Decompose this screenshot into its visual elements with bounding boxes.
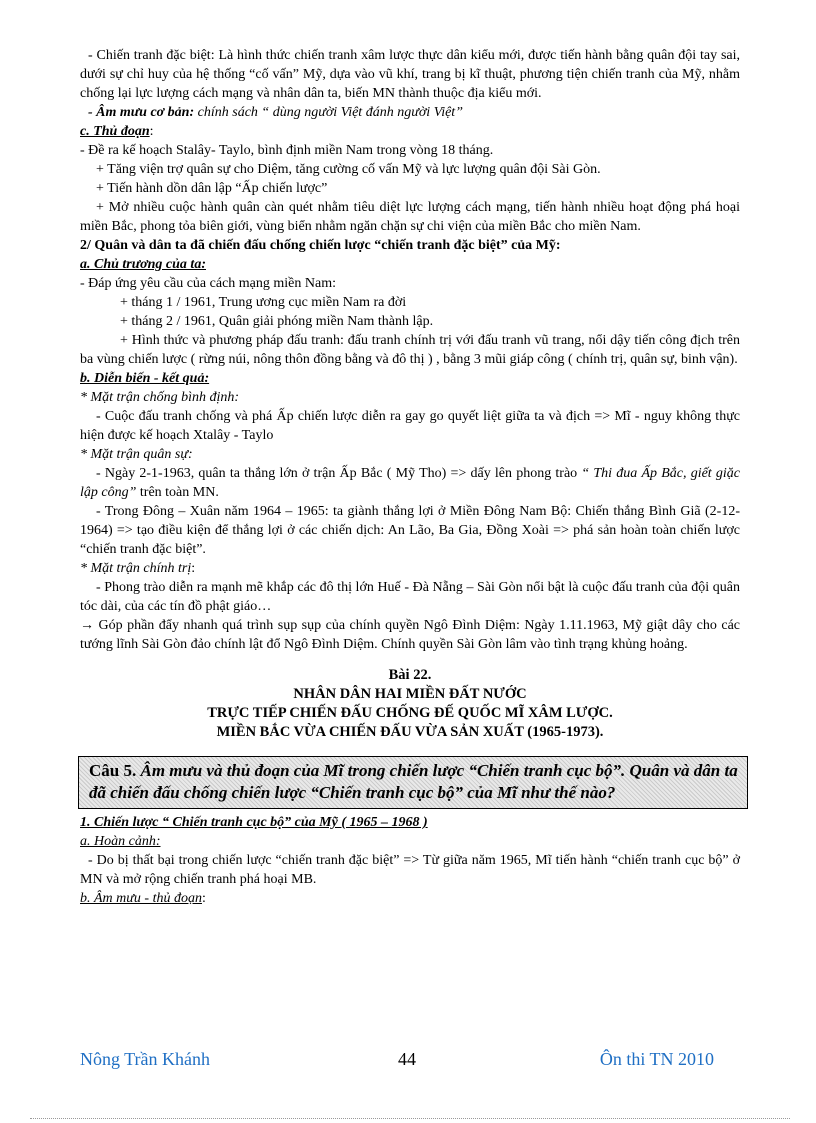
page-footer bbox=[80, 1049, 730, 1073]
lesson-number: Bài 22. bbox=[388, 667, 432, 683]
lesson-title-line: TRỰC TIẾP CHIẾN ĐẤU CHỐNG ĐẾ QUỐC MĨ XÂM LƯỢC. bbox=[207, 705, 613, 721]
text-run: - Ngày 2-1-1963, quân ta thắng lớn ở trận Ấp Bắc ( Mỹ Tho) => dấy lên phong trào bbox=[96, 466, 582, 481]
paragraph: - Đề ra kế hoạch Stalây- Taylo, bình định miền Nam trong vòng 18 tháng. bbox=[80, 143, 494, 158]
page-number: 44 bbox=[398, 1049, 416, 1069]
quote-run: “ Thi đua Ấp Bắc, giết giặc lập công” bbox=[80, 466, 740, 500]
paragraph bbox=[80, 103, 740, 122]
paragraph: + tháng 2 / 1961, Quân giải phóng miền Nam thành lập. bbox=[120, 314, 434, 329]
paragraph: - Trong Đông – Xuân năm 1964 – 1965: ta giành thắng lợi ở Miền Đông Nam Bộ: Chiến thắng Bình Giã (2-12-1964) => tạo điều kiện để thắng lợi ở các chiến dịch: An Lão, Ba Gia, Đồng Xoài => phá sản hoàn toàn chiến lược “chiến tranh đặc biệt”. bbox=[80, 504, 740, 557]
footer-exam: Ôn thi TN 2010 bbox=[599, 1049, 714, 1069]
heading-c: c. Thủ đoạn bbox=[80, 124, 150, 139]
heading-colon: : bbox=[149, 124, 154, 139]
paragraph: + Mở nhiều cuộc hành quân càn quét nhằm tiêu diệt lực lượng cách mạng, tiến hành nhiều hoạt động phá hoại miền Bắc, phong tỏa biên giới, vùng biển nhằm ngăn chặn sự chi viện của miền Bắc cho miền Nam. bbox=[80, 200, 740, 234]
label-basic-plot: - Âm mưu cơ bản: bbox=[88, 105, 195, 120]
subheading-front-3 bbox=[80, 559, 740, 578]
bottom-divider bbox=[30, 1118, 790, 1119]
paragraph: + Hình thức và phương pháp đấu tranh: đấu tranh chính trị với đấu tranh vũ trang, nổi dậy tiến công địch trên ba vùng chiến lược ( rừng núi, nông thôn đồng bằng và đô thị ) , bằng 3 mũi giáp công ( chính trị, quân sự, binh vận). bbox=[80, 333, 740, 367]
subheading-colon: : bbox=[191, 561, 196, 576]
subheading-front-2: * Mặt trận quân sự: bbox=[80, 447, 193, 462]
subheading-front-1: * Mặt trận chống bình định: bbox=[80, 390, 240, 405]
heading-a2: a. Hoàn cảnh: bbox=[80, 834, 161, 849]
paragraph: + Tiến hành dồn dân lập “Ấp chiến lược” bbox=[96, 181, 328, 196]
heading-b: b. Diễn biến - kết quả: bbox=[80, 371, 210, 386]
paragraph: - Chiến tranh đặc biệt: Là hình thức chiến tranh xâm lược thực dân kiểu mới, được tiến hành bằng quân đội tay sai, dưới sự chỉ huy của hệ thống “cố vấn” Mỹ, dựa vào vũ khí, trang bị kĩ thuật, phương tiện chiến tranh của Mỹ, nhằm chống lại lực lượng cách mạng và nhân dân ta, biến MN thành thuộc địa kiểu mới. bbox=[80, 48, 740, 101]
text-run: trên toàn MN. bbox=[136, 485, 219, 500]
section-heading bbox=[80, 122, 740, 141]
subheading-text: * Mặt trận chính trị bbox=[80, 561, 192, 576]
lesson-title bbox=[80, 666, 740, 742]
paragraph: → Góp phần đẩy nhanh quá trình sụp sụp của chính quyền Ngô Đình Diệm: Ngày 1.11.1963, Mỹ giật dây cho các tướng lĩnh Sài Gòn đảo chính lật đổ Ngô Đình Diệm. Chính quyền Sài Gòn lâm vào tình trạng khủng hoảng. bbox=[80, 618, 740, 652]
text-basic-plot: chính sách “ dùng người Việt đánh người Việt” bbox=[194, 105, 463, 120]
heading-text: b. Âm mưu - thủ đoạn bbox=[80, 891, 202, 906]
paragraph: - Cuộc đấu tranh chống và phá Ấp chiến lược diễn ra gay go quyết liệt giữa ta và địch => Mĩ - nguy không thực hiện được kế hoạch Xtalây - Taylo bbox=[80, 409, 740, 443]
section-heading-2: 2/ Quân và dân ta đã chiến đấu chống chiến lược “chiến tranh đặc biệt” của Mỹ: bbox=[80, 238, 561, 253]
paragraph: - Phong trào diễn ra mạnh mẽ khắp các đô thị lớn Huế - Đà Nẵng – Sài Gòn nổi bật là cuộc đấu tranh của đội quân tóc dài, của các tín đồ phật giáo… bbox=[80, 580, 740, 614]
footer-author: Nông Trần Khánh bbox=[80, 1049, 211, 1069]
heading-b2 bbox=[80, 889, 740, 908]
section-heading-3: 1. Chiến lược “ Chiến tranh cục bộ” của Mỹ ( 1965 – 1968 ) bbox=[80, 815, 428, 830]
paragraph bbox=[80, 464, 740, 502]
paragraph: + Tăng viện trợ quân sự cho Diệm, tăng cường cố vấn Mỹ và lực lượng quân đội Sài Gòn. bbox=[96, 162, 601, 177]
question-box bbox=[78, 756, 748, 809]
question-label: Câu 5. bbox=[89, 761, 141, 780]
heading-colon: : bbox=[201, 891, 206, 906]
question-text: Âm mưu và thủ đoạn của Mĩ trong chiến lược “Chiến tranh cục bộ”. Quân và dân ta đã chiến đấu chống chiến lược “Chiến tranh cục bộ” của Mĩ như thế nào? bbox=[89, 761, 738, 802]
document-page bbox=[80, 46, 740, 908]
paragraph: + tháng 1 / 1961, Trung ương cục miền Nam ra đời bbox=[120, 295, 407, 310]
lesson-title-line: MIỀN BẮC VỪA CHIẾN ĐẤU VỪA SẢN XUẤT (1965-1973). bbox=[216, 724, 604, 740]
paragraph: - Đáp ứng yêu cầu của cách mạng miền Nam: bbox=[80, 276, 336, 291]
paragraph: - Do bị thất bại trong chiến lược “chiến tranh đặc biệt” => Từ giữa năm 1965, Mĩ tiến hành “chiến tranh cục bộ” ở MN và mở rộng chiến tranh phá hoại MB. bbox=[80, 853, 740, 887]
heading-a: a. Chủ trương của ta: bbox=[80, 257, 206, 272]
lesson-title-line: NHÂN DÂN HAI MIỀN ĐẤT NƯỚC bbox=[293, 686, 527, 702]
